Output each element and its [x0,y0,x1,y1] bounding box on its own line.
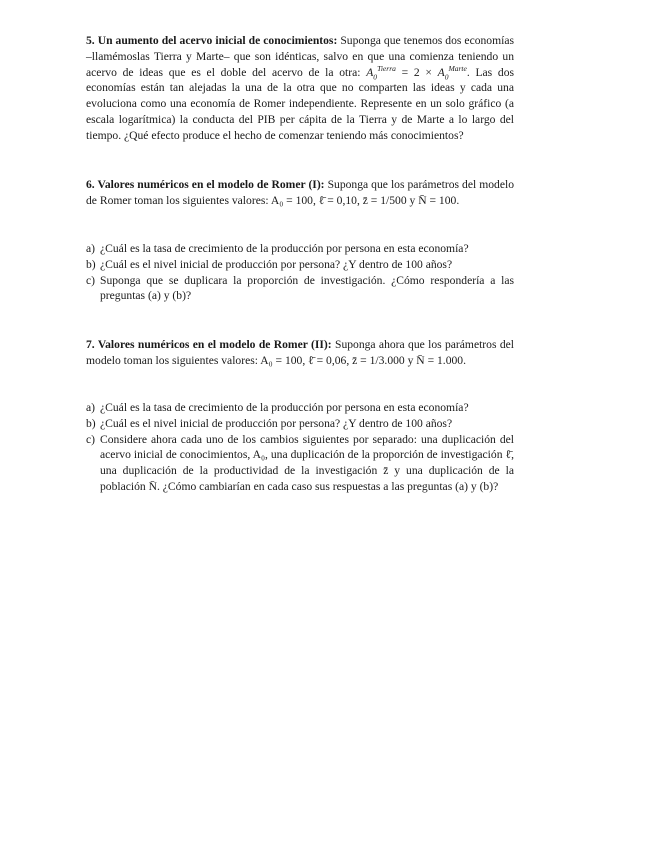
question-item: b) ¿Cuál es el nivel inicial de producción por persona? ¿Y dentro de 100 años? [86,257,453,271]
question-item: c) Suponga que se duplicara la proporción de investigación. ¿Cómo respondería a las preguntas (a) y (b)? [86,273,514,303]
exercise-6-title: 6. Valores numéricos en el modelo de Romer (I): [86,178,325,191]
exercise-6 [86,177,514,209]
question-item: b) ¿Cuál es el nivel inicial de producción por persona? ¿Y dentro de 100 años? [86,416,453,430]
question-item: a) ¿Cuál es la tasa de crecimiento de la producción por persona en esta economía? [86,401,469,414]
formula-a-earth: $A_0^{Tierra}$ [366,63,396,81]
exercise-5 [86,33,514,144]
question-item: a) ¿Cuál es la tasa de crecimiento de la producción por persona en esta economía? [86,242,469,255]
exercise-6-questions [86,241,514,304]
exercise-7 [86,337,514,369]
exercise-7-body: Suponga ahora que los parámetros del modelo toman los siguientes valores: A₀ = 100, ℓ̄ = 0,06, z̄ = 1/3.000 y N̄ = 1.000. [86,338,514,367]
exercise-5-title: 5. Un aumento del acervo inicial de conocimientos: [86,34,338,47]
exercise-5-body-part2: . Las dos economías están tan alejadas la una de la otra que no comparten las ideas y cada una evoluciona como una economía de Romer independiente. Represente en un solo gráfico (a escala logarítmica) la conducta del PIB per cápita de la Tierra y de Marte a lo largo del tiempo. ¿Qué efecto produce el hecho de comenzar teniendo más conocimientos? [86,65,515,142]
formula-a-mars: $A_0^{Marte}$ [437,63,467,81]
exercise-7-questions [86,400,514,495]
exercise-6-body: Suponga que los parámetros del modelo de Romer toman los siguientes valores: A₀ = 100, ℓ̄ = 0,10, z̄ = 1/500 y N̄ = 100. [86,178,514,207]
question-item: c) Considere ahora cada uno de los cambios siguientes por separado: una duplicación del acervo inicial de conocimientos, A₀, una duplicación de la proporción de investigación ℓ̄, una duplicación de la productividad de la investigación z̄ y una duplicación de la población N̄. ¿Cómo cambiarían en cada caso sus respuestas a las preguntas (a) y (b)? [86,432,514,493]
exercise-7-title: 7. Valores numéricos en el modelo de Romer (II): [86,338,332,351]
exercise-5-body-part1: Suponga que tenemos dos economías –llamémoslas Tierra y Marte– que son idénticas, salvo en que una comienza teniendo un acervo de ideas que es el doble del acervo de la otra: [86,34,515,79]
formula-equals: = 2 × [395,65,438,79]
